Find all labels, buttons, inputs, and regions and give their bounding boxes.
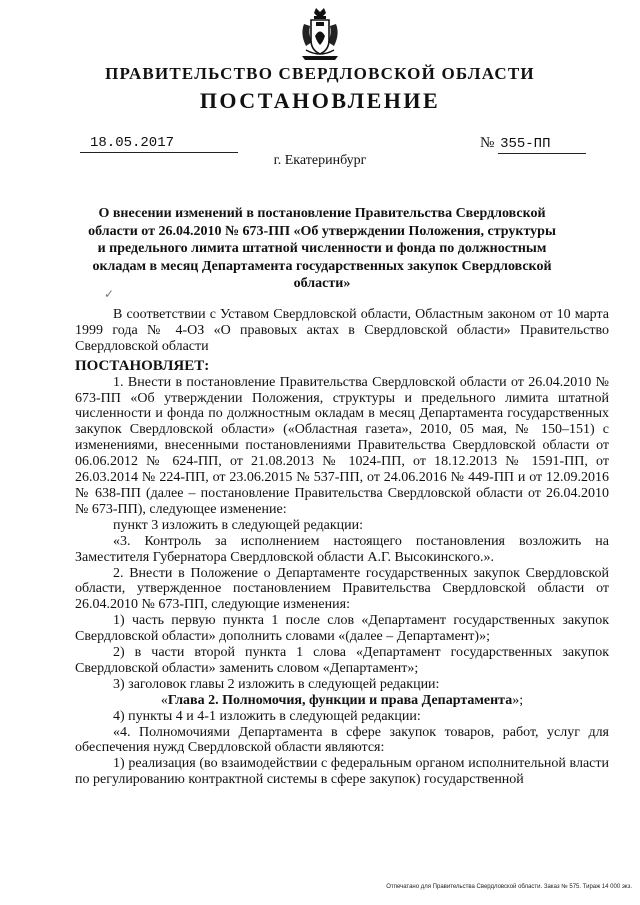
paragraph-2-4: 4) пункты 4 и 4-1 изложить в следующей редакции: [113, 708, 421, 724]
paragraph-2-4b: 1) реализация (во взаимодействии с федеральным органом исполнительной власти по регулированию контрактной системы в сфере закупок) государственной [75, 756, 609, 788]
resolve-heading: ПОСТАНОВЛЯЕТ: [75, 357, 210, 374]
number-prefix: № [480, 135, 495, 151]
chapter-title-line [75, 693, 609, 709]
chapter-title-close: »; [512, 692, 524, 708]
paragraph-2-1: 1) часть первую пункта 1 после слов «Департамент государственных закупок Свердловской области» дополнить словами «(далее – Департамент)»; [75, 613, 609, 645]
paragraph-2-3: 3) заголовок главы 2 изложить в следующей редакции: [113, 676, 440, 692]
paragraph-1: 1. Внести в постановление Правительства Свердловской области от 26.04.2010 № 673-ПП «Об утверждении Положения, структуры и предельного лимита штатной численности и фонда по должностным окладам в месяц Департамента государственных закупок Свердловской области» («Областная газета», 2010, 05 мая, № 150–151) с изменениями, внесенными постановлениями Правительства Свердловской области от 06.06.2012 № 624-ПП, от 21.08.2013 № 1024-ПП, от 18.12.2013 № 1591-ПП, от 26.03.2014 № 224-ПП, от 23.06.2015 № 537-ПП, от 24.06.2016 № 449-ПП и от 12.09.2016 № 638-ПП (далее – постановление Правительства Свердловской области от 26.04.2010 № 673-ПП), следующее изменение: [75, 374, 609, 517]
coat-of-arms-emblem [296, 6, 344, 62]
preamble: В соответствии с Уставом Свердловской области, Областным законом от 10 марта 1999 года № 4-ОЗ «О правовых актах в Свердловской области» Правительство Свердловской области [75, 307, 609, 354]
document-type: ПОСТАНОВЛЕНИЕ [199, 88, 441, 113]
paragraph-2-4a: «4. Полномочиями Департамента в сфере закупок товаров, работ, услуг для обеспечения нужд Свердловской области являются: [75, 724, 609, 756]
print-footer: Отпечатано для Правительства Свердловской области. Заказ № 575. Тираж 14 000 экз. [386, 884, 632, 890]
city: г. Екатеринбург [273, 153, 367, 168]
paragraph-1b: «3. Контроль за исполнением настоящего постановления возложить на Заместителя Губернатора Свердловской области А.Г. Высокинского.». [75, 533, 609, 565]
document-date: 18.05.2017 [80, 134, 238, 153]
organization-title: ПРАВИТЕЛЬСТВО СВЕРДЛОВСКОЙ ОБЛАСТИ [105, 64, 535, 83]
chapter-title-open: « [160, 692, 168, 708]
chapter-title: Глава 2. Полномочия, функции и права Департамента [167, 692, 513, 708]
margin-mark: ✓ [104, 287, 115, 301]
paragraph-1a: пункт 3 изложить в следующей редакции: [113, 517, 363, 533]
paragraph-2-2: 2) в части второй пункта 1 слова «Департамент государственных закупок Свердловской области» заменить словом «Департамент»; [75, 645, 609, 676]
paragraph-2: 2. Внести в Положение о Департаменте государственных закупок Свердловской области, утвержденное постановлением Правительства Свердловской области от 26.04.2010 № 673-ПП, следующие изменения: [75, 565, 609, 613]
number-value: 355-ПП [498, 135, 586, 154]
document-number [480, 134, 586, 154]
document-subject: О внесении изменений в постановление Правительства Свердловской области от 26.04.2010 № 673-ПП «Об утверждении Положения, структуры и предельного лимита штатной численности и фонда по должностным окладам в месяц Департамента государственных закупок Свердловской области» [88, 206, 556, 291]
document-body [75, 307, 609, 788]
